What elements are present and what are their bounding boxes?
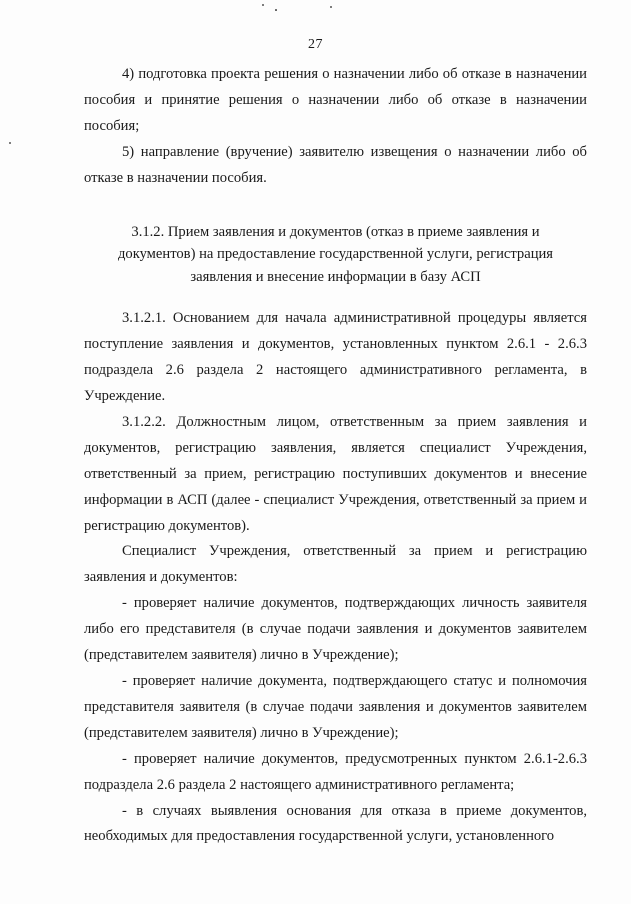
page-number: 27 bbox=[308, 37, 323, 52]
section-title: 3.1.2. Прием заявления и документов (отказ в приеме заявления и документов) на предоставление государственной услуги, регистрация заявления и внесение информации в базу АСП bbox=[117, 223, 554, 285]
list-item-status-check: - проверяет наличие документа, подтверждающего статус и полномочия представителя заявителя (в случае подачи заявления и документов заявителем (представителем заявителя) лично в Учреждение); bbox=[84, 673, 587, 741]
paragraph-specialist-intro: Специалист Учреждения, ответственный за прием и регистрацию заявления и документов: bbox=[84, 543, 587, 586]
document-body bbox=[84, 62, 587, 850]
paragraph-step-4: 4) подготовка проекта решения о назначении либо об отказе в назначении пособия и принятие решения о назначении либо об отказе в назначении пособия; bbox=[84, 66, 587, 134]
paragraph-3-1-2-2: 3.1.2.2. Должностным лицом, ответственным за прием заявления и документов, регистрацию заявления, является специалист Учреждения, ответственный за прием, регистрацию поступивших документов и внесение информации в АСП (далее - специалист Учреждения, ответственный за прием и регистрацию документов). bbox=[84, 413, 587, 534]
paragraph-step-5: 5) направление (вручение) заявителю извещения о назначении либо об отказе в назначении пособия. bbox=[84, 143, 587, 186]
scan-speck bbox=[275, 9, 277, 11]
list-item-identity-check: - проверяет наличие документов, подтверждающих личность заявителя либо его представителя (в случае подачи заявления и документов заявителем (представителем заявителя) лично в Учреждение); bbox=[84, 595, 587, 664]
list-item-documents-check: - проверяет наличие документов, предусмотренных пунктом 2.6.1-2.6.3 подраздела 2.6 раздела 2 настоящего административного регламента; bbox=[84, 750, 587, 793]
paragraph-3-1-2-1: 3.1.2.1. Основанием для начала административной процедуры является поступление заявления и документов, установленных пунктом 2.6.1 - 2.6.3 подраздела 2.6 раздела 2 настоящего административного регламента, в Учреждение. bbox=[84, 310, 587, 405]
scan-speck bbox=[262, 4, 264, 6]
scan-speck bbox=[9, 142, 11, 144]
scan-speck bbox=[330, 6, 332, 8]
list-item-refusal-grounds: - в случаях выявления основания для отказа в приеме документов, необходимых для предоставления государственной услуги, установленного bbox=[84, 802, 587, 845]
